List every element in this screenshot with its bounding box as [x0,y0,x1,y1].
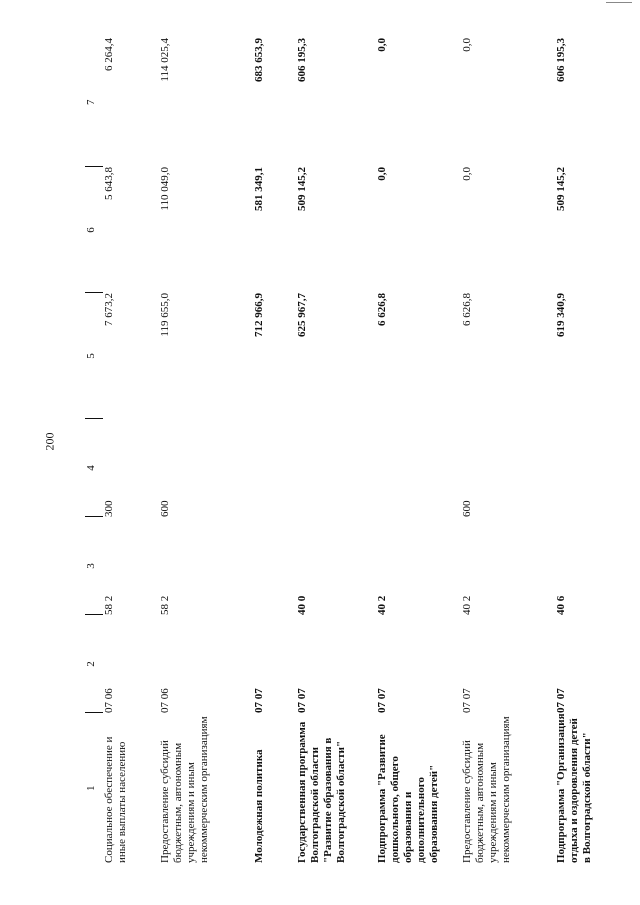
row-target-code: 40 2 [376,595,388,615]
table-row [376,38,461,863]
table-row [555,38,619,863]
table-row [253,38,296,863]
row-target-code: 40 6 [555,595,567,615]
col-header-7: 7 [85,38,103,167]
row-section-code: 07 07 [555,688,567,713]
table-header-row [85,38,103,863]
row-amount-7: 683 653,9 [253,38,265,82]
row-amount-5: 6 626,8 [461,293,473,326]
row-expense-type: 300 [103,500,115,517]
row-expense-type [253,419,296,517]
row-target-code: 58 2 [159,595,171,615]
row-amount-6: 110 049,0 [159,167,171,211]
row-amount-5: 119 655,0 [159,293,171,337]
row-expense-type: 600 [159,500,171,517]
col-header-2: 2 [85,615,103,713]
row-expense-type [555,419,619,517]
row-amount-6: 581 349,1 [253,167,265,211]
row-target-code: 40 2 [461,595,473,615]
row-name: Подпрограмма "Организация отдыха и оздоровления детей в Волгоградской области" [555,713,593,863]
col-header-5: 5 [85,293,103,419]
row-amount-5: 7 673,2 [103,293,115,326]
table-row [461,38,555,863]
row-amount-5: 625 967,7 [296,293,308,337]
row-name: Молодежная политика [253,749,265,863]
table-row [159,38,253,863]
rotated-table-frame [85,38,619,863]
row-amount-6: 5 643,8 [103,167,115,200]
budget-table [85,38,619,863]
row-section-code: 07 07 [376,688,388,713]
row-expense-type [296,419,376,517]
table-row [103,38,159,863]
row-amount-6: 509 145,2 [296,167,308,211]
row-section-code: 07 07 [296,688,308,713]
row-amount-7: 6 264,4 [103,38,115,71]
row-amount-6: 0,0 [376,167,388,181]
col-header-4: 4 [85,419,103,517]
row-name: Предоставление субсидий бюджетным, автономным учреждениям и иным некоммерческим организациям [159,716,210,863]
row-amount-5: 712 966,9 [253,293,265,337]
row-target-code [253,517,296,615]
row-amount-7: 606 195,3 [555,38,567,82]
row-section-code: 07 06 [103,688,115,713]
row-amount-7: 606 195,3 [296,38,308,82]
row-amount-7: 114 025,4 [159,38,171,82]
scan-edge-mark [606,2,632,3]
col-header-1: 1 [85,785,97,791]
col-header-6: 6 [85,167,103,293]
row-expense-type: 600 [461,500,473,517]
page-number: 200 [42,432,57,451]
row-target-code: 58 2 [103,595,115,615]
row-expense-type [376,419,461,517]
row-amount-5: 619 340,9 [555,293,567,337]
row-target-code: 40 0 [296,595,308,615]
row-name: Предоставление субсидий бюджетным, автономным учреждениям и иным некоммерческим организациям [461,716,512,863]
row-name: Подпрограмма "Развитие дошкольного, общего образования и дополнительного образования детей" [376,734,440,863]
col-header-3: 3 [85,517,103,615]
row-section-code: 07 07 [253,688,265,713]
row-amount-6: 509 145,2 [555,167,567,211]
row-amount-7: 0,0 [461,38,473,52]
row-name: Государственная программа Волгоградской области "Развитие образования в Волгоградской области" [296,721,347,863]
row-section-code: 07 06 [159,688,171,713]
row-name: Социальное обеспечение и иные выплаты населению [103,736,128,863]
table-row [296,38,376,863]
row-amount-6: 0,0 [461,167,473,181]
row-amount-7: 0,0 [376,38,388,52]
row-amount-5: 6 626,8 [376,293,388,326]
row-section-code: 07 07 [461,688,473,713]
